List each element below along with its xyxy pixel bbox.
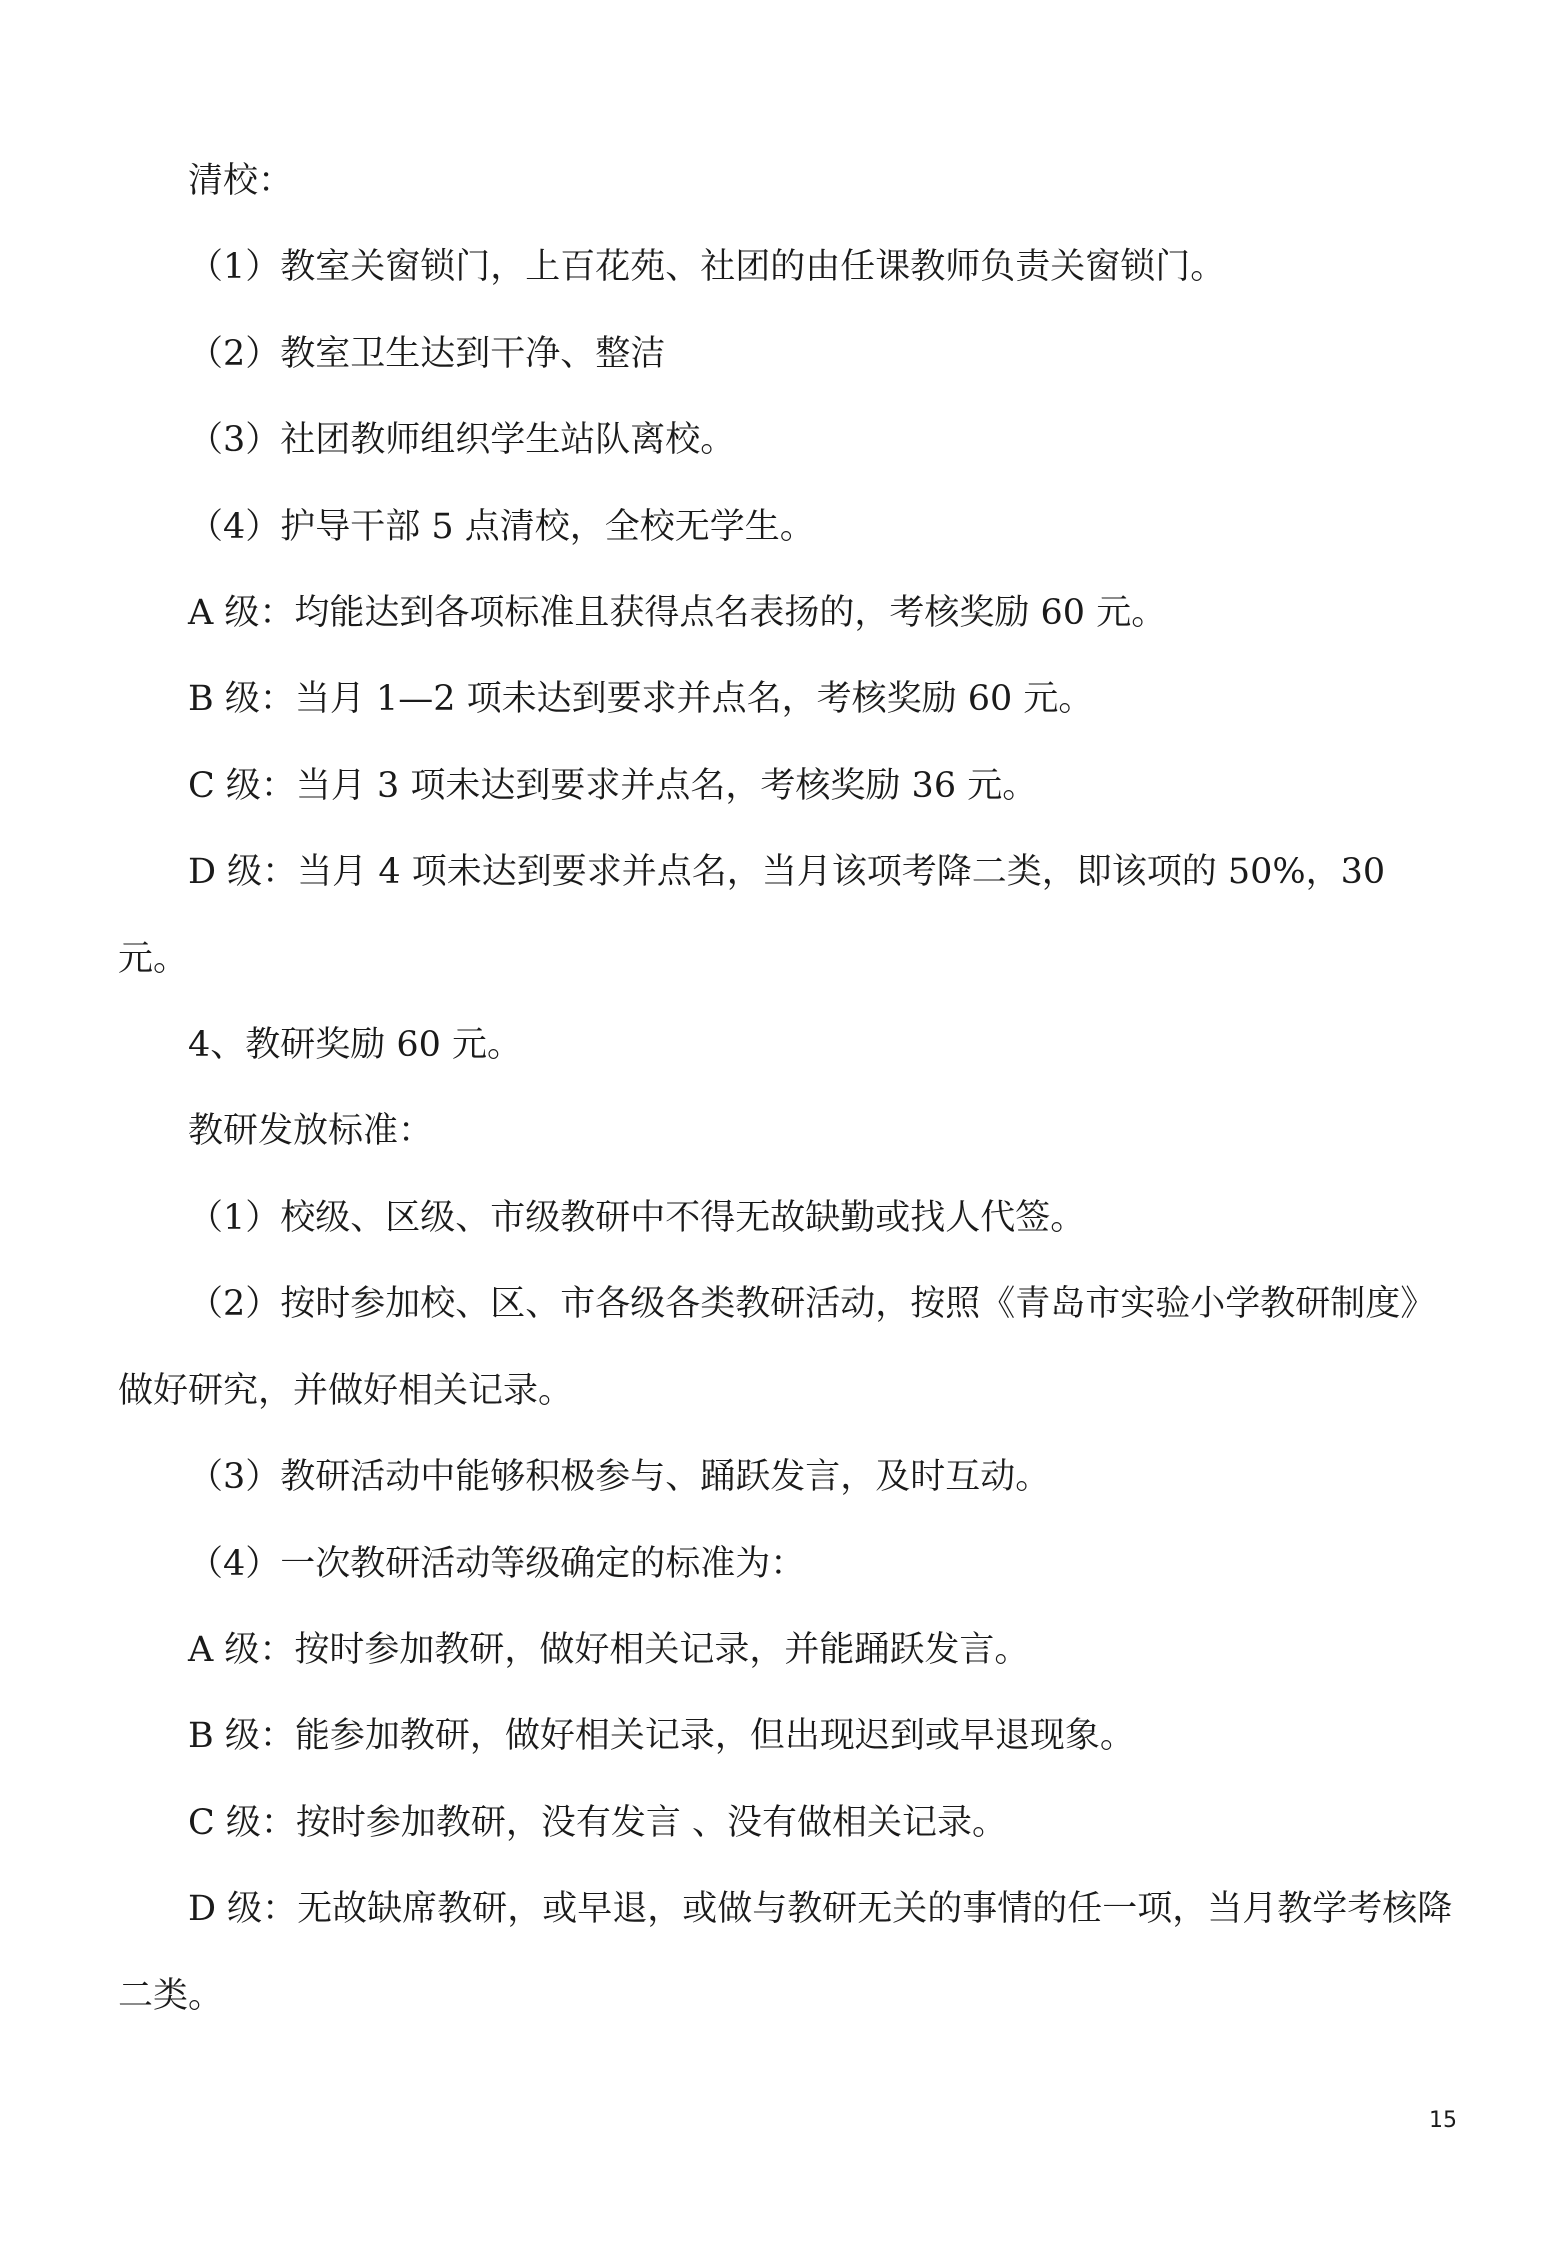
paragraph-research-reward: 4、教研奖励 60 元。 — [188, 1025, 523, 1066]
paragraph-research-grade-b: B 级：能参加教研，做好相关记录，但出现迟到或早退现象。 — [188, 1716, 1135, 1757]
document-body — [118, 138, 1463, 2039]
paragraph-clearing-grade-c: C 级：当月 3 项未达到要求并点名，考核奖励 36 元。 — [188, 765, 1038, 806]
paragraph-research-standard-heading: 教研发放标准： — [188, 1111, 434, 1152]
paragraph-research-item-2: （2）按时参加校、区、市各级各类教研活动，按照《青岛市实验小学教研制度》做好研究，并做好相关记录。 — [118, 1284, 1436, 1411]
paragraph-clearing-item-2: （2）教室卫生达到干净、整洁 — [188, 333, 666, 374]
paragraph-clearing-grade-b: B 级：当月 1—2 项未达到要求并点名，考核奖励 60 元。 — [188, 679, 1094, 720]
paragraph-research-item-3: （3）教研活动中能够积极参与、踊跃发言，及时互动。 — [188, 1457, 1051, 1498]
paragraph-clearing-item-4: （4）护导干部 5 点清校，全校无学生。 — [188, 506, 815, 547]
paragraph-clearing-grade-a: A 级：均能达到各项标准且获得点名表扬的，考核奖励 60 元。 — [188, 593, 1167, 634]
paragraph-research-grade-a: A 级：按时参加教研，做好相关记录，并能踊跃发言。 — [188, 1629, 1030, 1670]
paragraph-research-grade-d: D 级：无故缺席教研，或早退，或做与教研无关的事情的任一项，当月教学考核降二类。 — [118, 1889, 1453, 2016]
paragraph-research-grade-c: C 级：按时参加教研，没有发言 、没有做相关记录。 — [188, 1802, 1008, 1843]
paragraph-research-item-4: （4）一次教研活动等级确定的标准为： — [188, 1543, 806, 1584]
paragraph-research-item-1: （1）校级、区级、市级教研中不得无故缺勤或找人代签。 — [188, 1197, 1086, 1238]
paragraph-clearing-item-3: （3）社团教师组织学生站队离校。 — [188, 420, 736, 461]
paragraph-clearing-item-1: （1）教室关窗锁门，上百花苑、社团的由任课教师负责关窗锁门。 — [188, 247, 1226, 288]
page-number: 15 — [1429, 2108, 1457, 2133]
paragraph-clearing-grade-d: D 级：当月 4 项未达到要求并点名，当月该项考降二类，即该项的 50%，30 元。 — [118, 852, 1386, 979]
paragraph-clearing-heading: 清校： — [188, 161, 294, 201]
